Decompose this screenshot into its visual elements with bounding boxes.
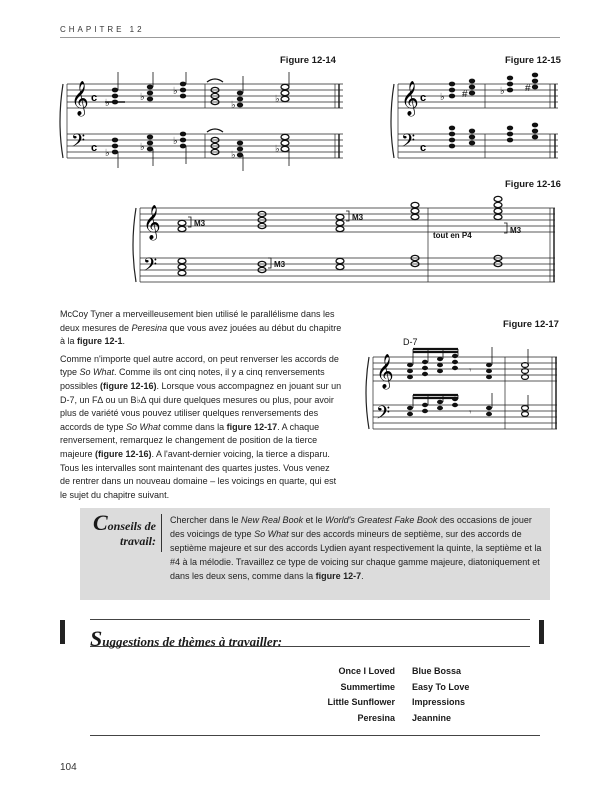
chord-symbol: D-7 <box>403 337 418 347</box>
svg-text:♭: ♭ <box>173 86 178 97</box>
treble-clef-icon: 𝄞 <box>376 355 394 388</box>
m3-annotation: M3 <box>510 226 522 235</box>
svg-text:♭: ♭ <box>140 142 145 153</box>
svg-text:♭: ♭ <box>105 98 110 109</box>
theme-item: Summertime <box>340 681 395 692</box>
theme-item: Jeannine <box>412 712 452 723</box>
conseils-title-line1: onseils de <box>107 519 156 533</box>
text-run: et le <box>303 515 326 525</box>
bass-clef-icon: 𝄢 <box>401 130 416 155</box>
figure-ref: (figure 12-16) <box>100 380 157 391</box>
svg-text:♭: ♭ <box>173 136 178 147</box>
figure-12-17-score <box>365 335 560 435</box>
theme-item: Blue Bossa <box>412 666 462 676</box>
text-run: que vous avez jouées au début du chapitre à la <box>60 322 342 347</box>
svg-text:♭: ♭ <box>275 144 280 155</box>
treble-clef-icon: 𝄞 <box>143 206 161 239</box>
header-rule <box>60 37 560 38</box>
svg-text:♭: ♭ <box>275 94 280 105</box>
svg-text:♭: ♭ <box>500 86 505 97</box>
text-run: . A l'avant-dernier voicing, la tierce a disparu. Tous les intervalles sont maintenant des quartes justes. Vous venez de rentrer dans un nouveau domaine – les voicings en quarte, qui est le sujet du chapitre suivant. <box>60 448 337 500</box>
suggestions-title-text: uggestions de thèmes à travailler: <box>102 634 283 649</box>
suggestions-title <box>90 626 282 652</box>
conseils-divider <box>161 514 162 552</box>
svg-text:♭: ♭ <box>231 150 236 161</box>
svg-text:#: # <box>525 83 531 94</box>
svg-text:♭: ♭ <box>231 100 236 111</box>
tout-en-p4-annotation: tout en P4 <box>433 231 472 240</box>
paragraph-1 <box>60 308 342 349</box>
text-italic: World's Greatest Fake Book <box>325 515 438 525</box>
chapter-header: CHAPITRE 12 <box>60 25 145 34</box>
text-run: sur des accords mineurs de septième, sur des accords de septième majeure et sur des accords Lydien ayant respectivement la quinte, la septième et la #4 à la mélodie. Travaillez ce type de voicing sur chaque gamme majeure, diatoniquement et dans les deux sens, comme dans la <box>170 529 542 581</box>
conseils-title-initial: C <box>92 510 108 535</box>
text-italic: Peresina <box>131 322 168 333</box>
suggestions-title-initial: S <box>90 626 103 651</box>
text-italic: So What <box>254 529 289 539</box>
text-run: des occasions de jouer des voicings de type <box>170 515 532 539</box>
theme-item: Once I Loved <box>338 666 395 676</box>
figure-12-15-label: Figure 12-15 <box>505 55 561 66</box>
svg-text:𝄾: 𝄾 <box>469 365 472 375</box>
figure-12-16-label: Figure 12-16 <box>505 179 561 190</box>
svg-text:c: c <box>420 92 427 104</box>
suggestions-right-bar <box>539 620 544 644</box>
svg-text:♭: ♭ <box>105 148 110 159</box>
svg-text:c: c <box>91 92 98 104</box>
text-run: . Comme ils ont cinq notes, il y a cinq renversements possibles <box>60 367 325 391</box>
m3-annotation: M3 <box>194 219 206 228</box>
text-italic: New Real Book <box>241 515 304 525</box>
text-run: Chercher dans le <box>170 515 242 525</box>
text-run: Comme n'importe quel autre accord, on peut renverser les accords de type <box>60 353 339 378</box>
svg-text:c: c <box>91 142 98 154</box>
text-run: . Lorsque vous accompagnez en jouant sur un D-7, un F∆ ou un B♭∆ qui dure quelques mesures ou plus, pour avoir plus de variété vous pouvez utiliser quelques renversements des accords de type <box>60 380 342 432</box>
conseils-text <box>170 513 542 583</box>
svg-text:c: c <box>420 142 427 154</box>
svg-text:#: # <box>462 89 468 100</box>
text-run: . <box>361 571 364 581</box>
suggestions-left-bar <box>60 620 65 644</box>
paragraph-2 <box>60 353 342 503</box>
figure-12-17-label: Figure 12-17 <box>503 319 559 330</box>
text-italic: So What <box>79 367 115 378</box>
figure-12-14-score <box>55 72 345 172</box>
svg-text:𝄾: 𝄾 <box>469 407 472 417</box>
treble-clef-icon: 𝄞 <box>401 82 419 115</box>
theme-item: Peresina <box>357 712 395 723</box>
body-text <box>60 308 342 506</box>
suggestions-top-rule <box>90 619 530 620</box>
svg-text:♭: ♭ <box>140 92 145 103</box>
bass-clef-icon: 𝄢 <box>71 130 86 155</box>
text-run: McCoy Tyner a merveilleusement bien utilisé le parallélisme dans les deux mesures de <box>60 309 335 333</box>
conseils-title-line2: travail: <box>120 534 156 548</box>
m3-annotation: M3 <box>352 213 364 222</box>
figure-12-16-score <box>130 193 560 295</box>
theme-item: Little Sunflower <box>327 697 395 707</box>
theme-item: Easy To Love <box>412 681 470 692</box>
figure-ref: figure 12-7 <box>315 571 362 581</box>
text-run: . <box>122 336 126 347</box>
themes-right-column <box>412 664 532 726</box>
text-italic: So What <box>126 421 161 432</box>
themes-left-column <box>280 664 395 726</box>
figure-12-14-label: Figure 12-14 <box>280 55 336 66</box>
figure-12-15-score <box>390 72 560 172</box>
text-run: . A chaque renversement, remarquez le changement de position de la tierce majeure <box>60 421 320 459</box>
bass-clef-icon: 𝄢 <box>143 254 158 279</box>
conseils-title <box>86 510 156 549</box>
bass-clef-icon: 𝄢 <box>376 402 391 427</box>
suggestions-bottom-rule <box>90 735 540 736</box>
figure-ref: figure 12-1 <box>77 336 123 347</box>
figure-ref: figure 12-17 <box>226 421 278 432</box>
page-number: 104 <box>60 762 77 773</box>
treble-clef-icon: 𝄞 <box>71 82 89 115</box>
text-run: comme dans la <box>160 421 227 432</box>
svg-text:♭: ♭ <box>440 92 445 103</box>
figure-ref: (figure 12-16) <box>95 448 152 459</box>
m3-annotation: M3 <box>274 260 286 269</box>
theme-item: Impressions <box>412 697 466 707</box>
